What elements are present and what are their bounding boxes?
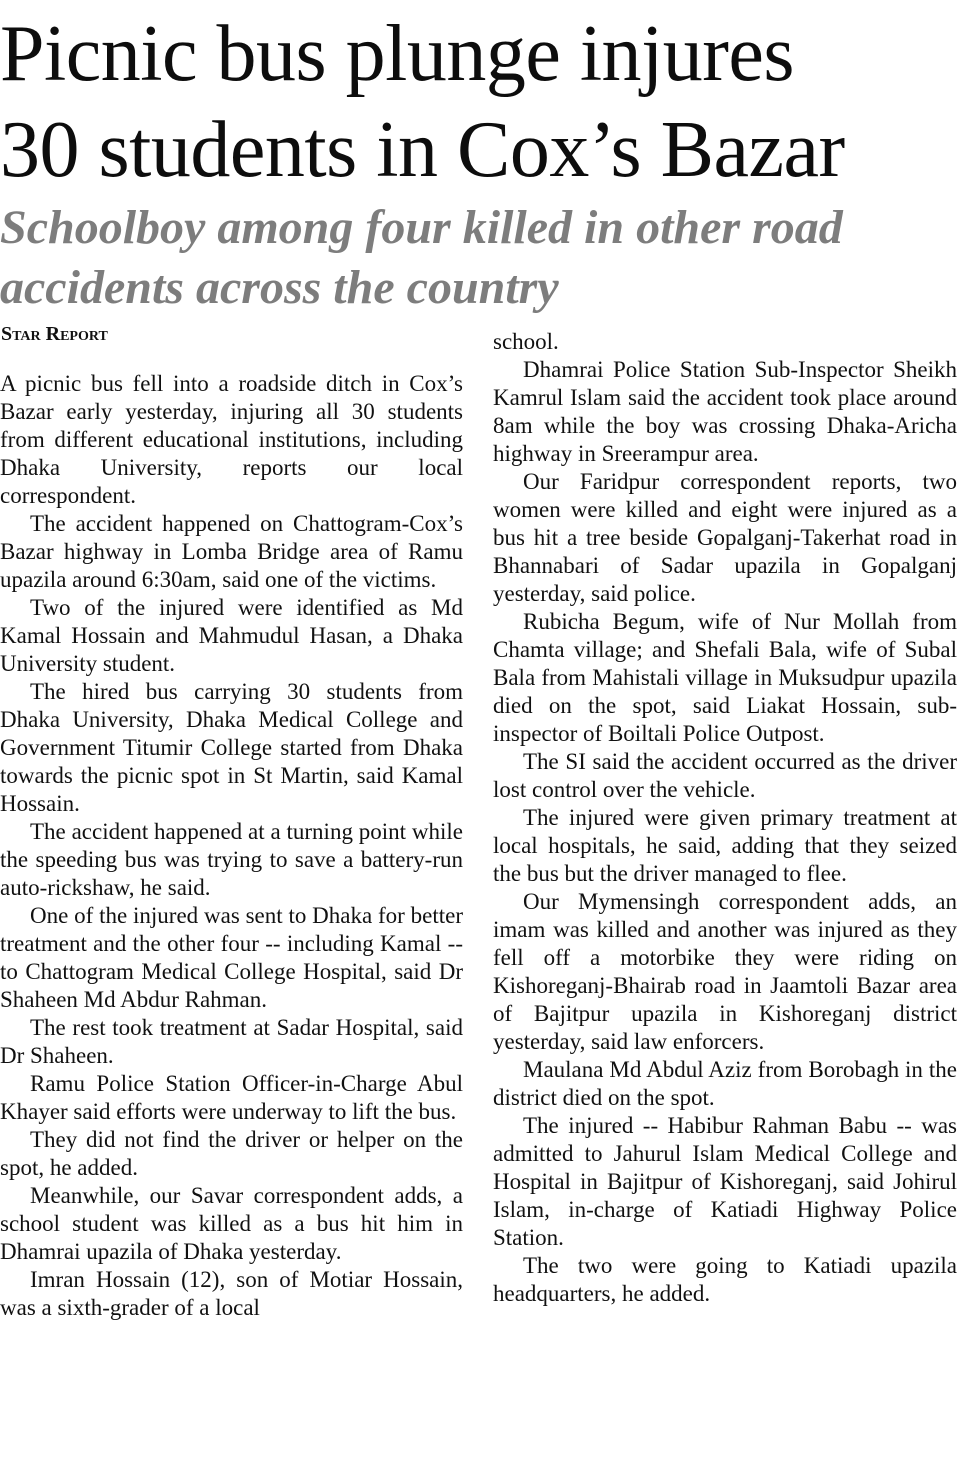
paragraph: Imran Hossain (12), son of Motiar Hossain, was a sixth-grader of a local [0, 1267, 463, 1320]
paragraph: The SI said the accident occurred as the driver lost control over the vehicle. [493, 749, 957, 802]
paragraph: The hired bus carrying 30 students from Dhaka University, Dhaka Medical College and Government Titumir College started from Dhaka towards the picnic spot in St Martin, said Kamal Hossain. [0, 679, 463, 816]
article-column-right [493, 328, 957, 1308]
paragraph: Rubicha Begum, wife of Nur Mollah from Chamta village; and Shefali Bala, wife of Subal Bala from Mahistali village in Muksudpur upazila died on the spot, said Liakat Hossain, sub-inspector of Boiltali Police Outpost. [493, 609, 957, 746]
byline: Star Report [1, 323, 108, 345]
paragraph: The injured were given primary treatment at local hospitals, he said, adding that they seized the bus but the driver managed to flee. [493, 805, 957, 886]
subheadline [0, 198, 957, 318]
subheadline-line-1: Schoolboy among four killed in other road [0, 201, 843, 254]
paragraph: Ramu Police Station Officer-in-Charge Abul Khayer said efforts were underway to lift the bus. [0, 1071, 463, 1124]
paragraph: Our Faridpur correspondent reports, two women were killed and eight were injured as a bus hit a tree beside Gopalganj-Takerhat road in Bhannabari of Sadar upazila in Gopalganj yesterday, said police. [493, 469, 957, 606]
paragraph: Meanwhile, our Savar correspondent adds, a school student was killed as a bus hit him in Dhamrai upazila of Dhaka yesterday. [0, 1183, 463, 1264]
paragraph: Maulana Md Abdul Aziz from Borobagh in the district died on the spot. [493, 1057, 957, 1110]
paragraph: The accident happened on Chattogram-Cox’s Bazar highway in Lomba Bridge area of Ramu upazila around 6:30am, said one of the victims. [0, 511, 463, 592]
paragraph: Two of the injured were identified as Md Kamal Hossain and Mahmudul Hasan, a Dhaka University student. [0, 595, 463, 676]
headline-line-1: Picnic bus plunge injures [0, 10, 795, 98]
subheadline-line-2: accidents across the country [0, 261, 559, 314]
paragraph: The rest took treatment at Sadar Hospital, said Dr Shaheen. [0, 1015, 463, 1068]
paragraph: The two were going to Katiadi upazila headquarters, he added. [493, 1253, 957, 1306]
paragraph: Our Mymensingh correspondent adds, an imam was killed and another was injured as they fell off a motorbike they were riding on Kishoreganj-Bhairab road in Jaamtoli Bazar area of Bajitpur upazila in Kishoreganj district yesterday, said law enforcers. [493, 889, 957, 1054]
paragraph: A picnic bus fell into a roadside ditch in Cox’s Bazar early yesterday, injuring all 30 students from different educational institutions, including Dhaka University, reports our local correspondent. [0, 371, 463, 508]
paragraph: The injured -- Habibur Rahman Babu -- was admitted to Jahurul Islam Medical College and Hospital in Bajitpur of Kishoreganj, said Johirul Islam, in-charge of Katiadi Highway Police Station. [493, 1113, 957, 1250]
paragraph: Dhamrai Police Station Sub-Inspector Sheikh Kamrul Islam said the accident took place around 8am while the boy was crossing Dhaka-Aricha highway in Sreerampur area. [493, 357, 957, 466]
paragraph: The accident happened at a turning point while the speeding bus was trying to save a battery-run auto-rickshaw, he said. [0, 819, 463, 900]
paragraph-continued: school. [493, 329, 559, 354]
paragraph: They did not find the driver or helper on the spot, he added. [0, 1127, 463, 1180]
headline-line-2: 30 students in Cox’s Bazar [0, 106, 845, 194]
paragraph: One of the injured was sent to Dhaka for better treatment and the other four -- including Kamal -- to Chattogram Medical College Hospital, said Dr Shaheen Md Abdur Rahman. [0, 903, 463, 1012]
headline [0, 6, 957, 198]
article-column-left [0, 370, 463, 1322]
